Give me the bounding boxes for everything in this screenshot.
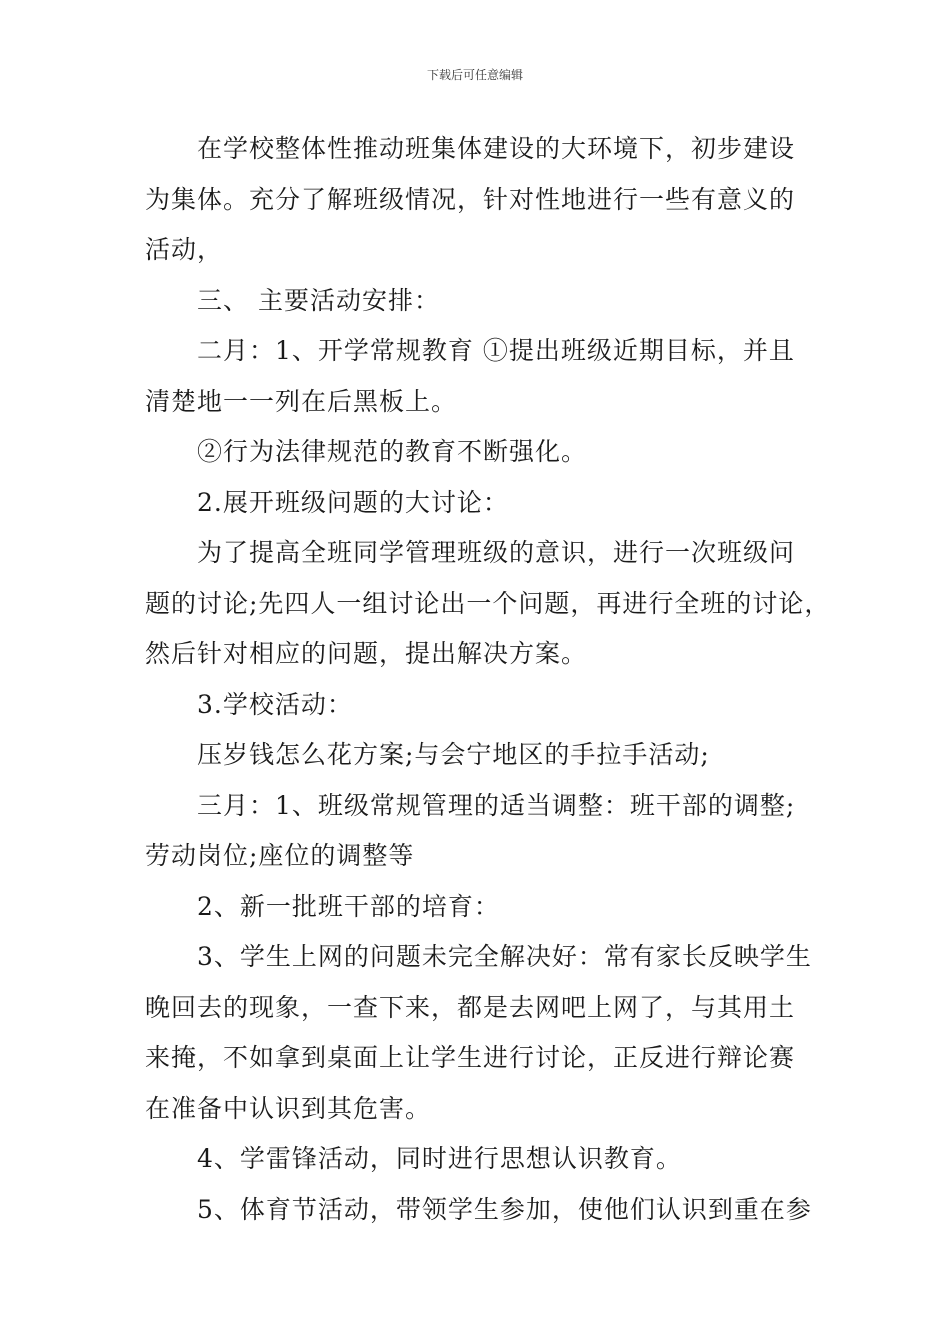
paragraph-line: 二月：1、开学常规教育 ①提出班级近期目标，并且 <box>197 336 795 365</box>
paragraph-line: 劳动岗位;座位的调整等 <box>145 841 415 870</box>
paragraph-line: 清楚地一一列在后黑板上。 <box>145 386 458 416</box>
paragraph-line: 压岁钱怎么花方案;与会宁地区的手拉手活动; <box>197 740 710 769</box>
paragraph-line: ②行为法律规范的教育不断强化。 <box>197 437 588 466</box>
paragraph-line: 2.展开班级问题的大讨论： <box>197 487 509 517</box>
paragraph-line: 4、学雷锋活动，同时进行思想认识教育。 <box>197 1144 682 1173</box>
paragraph-line: 3、学生上网的问题未完全解决好：常有家长反映学生 <box>197 942 812 971</box>
paragraph-line: 在学校整体性推动班集体建设的大环境下，初步建设 <box>197 134 796 163</box>
paragraph-line: 晚回去的现象，一查下来，都是去网吧上网了，与其用土 <box>145 992 796 1022</box>
paragraph-line: 在准备中认识到其危害。 <box>145 1093 432 1123</box>
section-heading: 三、 主要活动安排： <box>197 285 440 315</box>
paragraph-line: 题的讨论;先四人一组讨论出一个问题，再进行全班的讨论， <box>145 588 831 618</box>
paragraph-line: 3.学校活动： <box>197 689 353 719</box>
paragraph-line: 来掩，不如拿到桌面上让学生进行讨论，正反进行辩论赛 <box>145 1043 796 1072</box>
document-body <box>145 124 831 1235</box>
paragraph-line: 2、新一批班干部的培育： <box>197 891 500 921</box>
paragraph-line: 三月：1、班级常规管理的适当调整：班干部的调整; <box>197 790 796 820</box>
paragraph-line: 然后针对相应的问题，提出解决方案。 <box>145 639 588 668</box>
paragraph-line: 5、体育节活动，带领学生参加，使他们认识到重在参 <box>197 1194 812 1224</box>
header-note: 下载后可任意编辑 <box>426 68 523 82</box>
paragraph-line: 为集体。充分了解班级情况，针对性地进行一些有意义的 <box>145 184 796 214</box>
paragraph-line: 活动， <box>145 235 224 264</box>
paragraph-line: 为了提高全班同学管理班级的意识，进行一次班级问 <box>197 538 796 567</box>
